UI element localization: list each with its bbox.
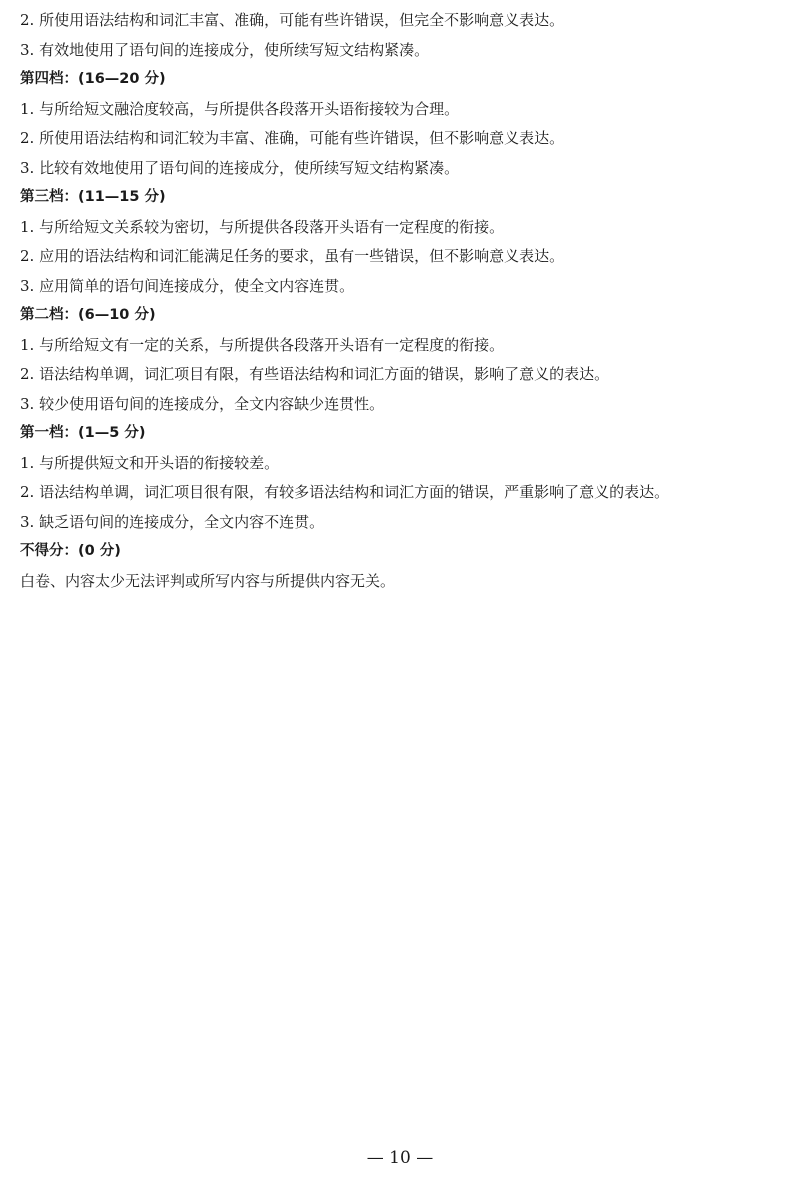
grade-heading: 第一档：(1—5 分) xyxy=(20,425,146,441)
scoring-criteria-text xyxy=(20,6,790,596)
criterion-line: 2. 所使用语法结构和词汇丰富、准确，可能有些许错误，但完全不影响意义表达。 xyxy=(20,11,565,29)
criterion-line: 1. 与所给短文融洽度较高，与所提供各段落开头语衔接较为合理。 xyxy=(20,99,460,118)
criterion-line: 2. 语法结构单调，词汇项目很有限，有较多语法结构和词汇方面的错误，严重影响了意义的表达。 xyxy=(20,483,670,501)
page-number: — 10 — xyxy=(366,1148,434,1168)
criterion-line: 1. 与所提供短文和开头语的衔接较差。 xyxy=(20,453,280,472)
grade-heading: 第三档：(11—15 分) xyxy=(20,189,166,205)
criterion-line: 白卷、内容太少无法评判或所写内容与所提供内容无关。 xyxy=(20,571,396,590)
criterion-line: 3. 缺乏语句间的连接成分，全文内容不连贯。 xyxy=(20,512,325,531)
criterion-line: 3. 比较有效地使用了语句间的连接成分，使所续写短文结构紧凑。 xyxy=(20,158,460,177)
criterion-line: 3. 应用简单的语句间连接成分，使全文内容连贯。 xyxy=(20,276,355,295)
criterion-line: 3. 有效地使用了语句间的连接成分，使所续写短文结构紧凑。 xyxy=(20,40,430,59)
criterion-line: 1. 与所给短文有一定的关系，与所提供各段落开头语有一定程度的衔接。 xyxy=(20,335,505,354)
criterion-line: 2. 应用的语法结构和词汇能满足任务的要求，虽有一些错误，但不影响意义表达。 xyxy=(20,247,565,265)
grade-heading: 不得分：(0 分) xyxy=(20,543,121,559)
grade-heading: 第二档：(6—10 分) xyxy=(20,307,156,323)
criterion-line: 2. 所使用语法结构和词汇较为丰富、准确，可能有些许错误，但不影响意义表达。 xyxy=(20,129,565,147)
criterion-line: 3. 较少使用语句间的连接成分，全文内容缺少连贯性。 xyxy=(20,394,385,413)
criterion-line: 2. 语法结构单调，词汇项目有限，有些语法结构和词汇方面的错误，影响了意义的表达。 xyxy=(20,365,610,383)
grade-heading: 第四档：(16—20 分) xyxy=(20,71,166,87)
criterion-line: 1. 与所给短文关系较为密切，与所提供各段落开头语有一定程度的衔接。 xyxy=(20,217,505,236)
